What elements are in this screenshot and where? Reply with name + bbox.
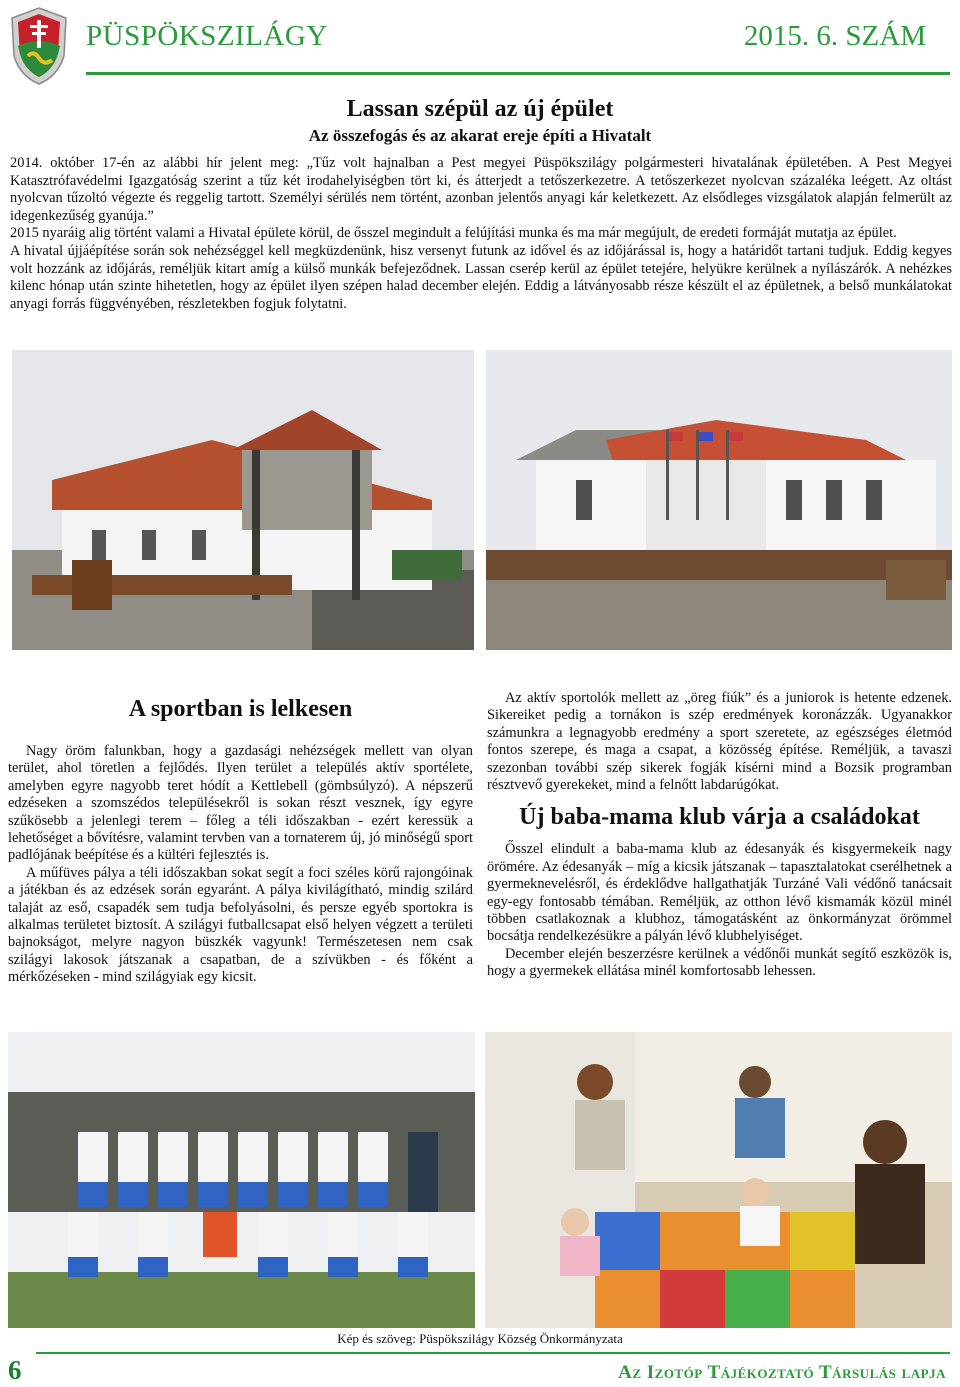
header-divider (86, 72, 950, 75)
club-title: Új baba-mama klub várja a családokat (519, 804, 920, 831)
article-title: Lassan szépül az új épület (346, 96, 614, 122)
club-paragraph: Ősszel elindult a baba-mama klub az édesanyák és kisgyermekeik nagy örömére. Az édesanyák – míg a kicsik játszanak – tapasztalatokat cserélhetnek a gyermeknevelésről, és érdeklődve hallgathatják Turzáné Vali védőnő tanácsait egy-egy fontosabb témában. Reméljük, az otthon lévő kismamák közül minél többen csatlakoznak a klubhoz, támogatásként az önkormányzat örömmel bocsátja rendelkezésükre a pályán lévő klubhelyiséget. (487, 841, 952, 945)
sport-paragraph: A műfüves pálya a téli időszakban sokat segít a foci széles körű rajongóinak a játékban és az edzések során egyaránt. A pálya kivilágítható, mindig szilárd talaját az eső, csapadék sem tudja befolyásolni, és persze egyéb sportokra is alkalmas területet biztosít. A szilágyi futballcsapat első helyen végzett a területi bajnokságot, melyre nagyon büszkék vagyunk! Természetesen nem csak szilágyi lakosok játszanak a csapatban, de a szívükben - és főként a mérkőzéseken - mind szilágyiak egy kicsit. (8, 864, 473, 986)
article-paragraph: A hivatal újjáépítése során sok nehézséggel kell megküzdenünk, hisz versenyt futunk az idővel és az időjárással is, hogy a határidőt tartani tudjuk. Eddig kegyes volt hozzánk az időjárás, reméljük kitart amíg a külső munkák befejeződnek. Lassan cserép kerül az épület tetejére, helyükre kerülnek a nyílászárók. A nehézkes kilenc hónap után szinte hihetetlen, hogy az épület ilyen szépen halad december elején. Eddig a látványosabb része készült el az épületnek, a belső munkálatokat anyagi forrás függvényében, részletekben fogjuk folytatni. (10, 242, 952, 312)
article-paragraph: 2015 nyaráig alig történt valami a Hivatal épülete körül, de ősszel megindult a felújítási munka és ma már megújult, de eredeti formáját mutatja az épület. (10, 225, 897, 242)
newsletter-title: PÜSPÖKSZILÁGY (86, 20, 328, 52)
page-header (0, 0, 960, 92)
club-paragraph: December elején beszerzésre kerülnek a védőnői munkát segítő eszközök is, hogy a gyermekek ellátása minél komfortosabb lehessen. (487, 945, 952, 980)
baby-club-photo (485, 1032, 952, 1328)
building-photo-left (12, 350, 474, 650)
sport-article (8, 690, 473, 987)
article-paragraph: 2014. október 17-én az alábbi hír jelent meg: „Tűz volt hajnalban a Pest megyei Püspökszilágy polgármesteri hivatalának épületében. A Pest Megyei Katasztrófavédelmi Igazgatóság szerint a tűz két irodahelyiségben tört ki, és átterjedt a tetőszerkezetre. A tetőszerkezet nyolcvan százaléka leégett. Az oltást nyolcvan tűzoltó végezte és reggelig tartott. Személyi sérülés nem történt, azonban jelentős anyagi kár keletkezett. Az elsődleges vizsgálatok alapján felmerült az idegenkezűség gyanúja.” (10, 155, 952, 224)
football-team-photo (8, 1032, 475, 1328)
page-number: 6 (8, 1355, 22, 1385)
sport-title: A sportban is lelkesen (128, 696, 353, 722)
publication-name: Az Izotóp Tájékoztató Társulás lapja (618, 1362, 946, 1383)
sport-paragraph: Nagy öröm falunkban, hogy a gazdasági nehézségek mellett van olyan terület, ahol töretlen a fejlődés. Ilyen terület a település aktív sportélete, amelyben egyre nagyobb teret hódít a Kettlebell (gömbsúlyzó). A népszerű edzéseken a szomszédos településekről is sokan részt vesznek, így egyre szűkösebb a jelenlegi terem – főleg a téli időszakban - ezért keressük a lehetőséget a bővítésre, valamint tervben van a tornaterem új, jó minőségű sport padlójának beépítése és a kültéri fejlesztés is. (8, 743, 473, 864)
sport-paragraph: Az aktív sportolók mellett az „öreg fiúk” és a juniorok is hetente edzenek. Sikereiket pedig a tornákon is szép eredmények koronázzák. Ugyanakkor számunkra a legnagyobb eredmény a sport szeretete, az egészséges életmód fontos szerepe, és maga a csapat, a közösség építése. Reméljük, a tavaszi szezonban további szép sikerek fogják kísérni mind a Bozsik programban résztvevő gyerekeket, mind a felnőtt labdarúgókat. (487, 690, 952, 794)
photo-credit: Kép és szöveg: Püspökszilágy Község Önkormányzata (337, 1331, 623, 1346)
building-photos (0, 350, 960, 650)
article-body (10, 155, 952, 313)
right-column (487, 690, 952, 981)
issue-number: 2015. 6. SZÁM (743, 20, 926, 52)
article-subtitle: Az összefogás és az akarat ereje építi a Hivatalt (308, 126, 652, 145)
building-photo-right (486, 350, 952, 650)
footer-divider (36, 1352, 950, 1354)
coat-of-arms-icon (8, 6, 70, 86)
